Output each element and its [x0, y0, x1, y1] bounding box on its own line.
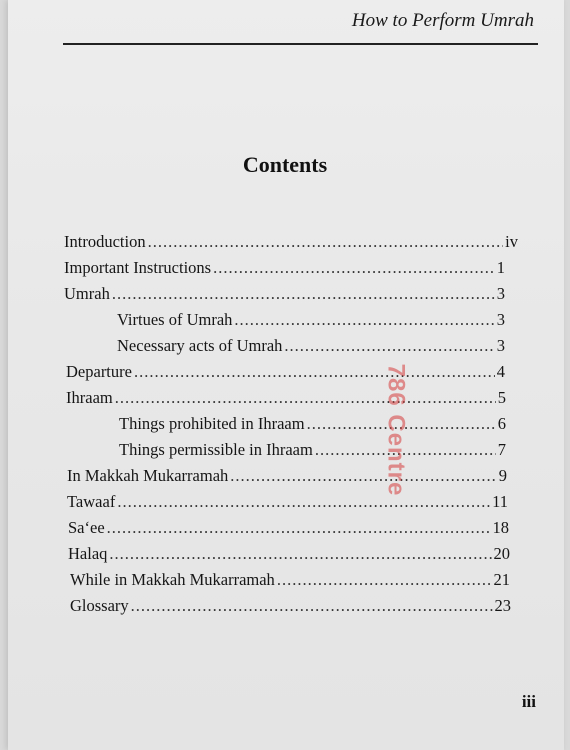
dot-leader: [109, 544, 491, 564]
toc-entry[interactable]: [67, 492, 508, 516]
toc-entry[interactable]: [64, 284, 505, 308]
dot-leader: [115, 388, 496, 408]
toc-entry-page: 20: [493, 544, 510, 563]
running-head: How to Perform Umrah: [351, 10, 534, 31]
dot-leader: [277, 570, 492, 590]
toc-entry-label: In Makkah Mukarramah: [67, 466, 229, 485]
toc-entry[interactable]: [68, 544, 510, 568]
toc-entry-label: Tawaaf: [67, 492, 116, 511]
dot-leader: [107, 518, 491, 538]
toc-entry-page: 4: [496, 362, 505, 381]
toc-entry[interactable]: [119, 440, 506, 464]
toc-entry[interactable]: [66, 388, 506, 412]
dot-leader: [131, 596, 493, 616]
toc-entry-page: 3: [496, 336, 505, 355]
toc-entry-page: 21: [493, 570, 510, 589]
toc-entry-label: Introduction: [64, 232, 146, 251]
toc-entry[interactable]: [64, 232, 518, 256]
dot-leader: [148, 232, 504, 252]
dot-leader: [112, 284, 495, 304]
toc-entry-page: 3: [496, 284, 505, 303]
toc-entry-page: 9: [498, 466, 507, 485]
toc-entry-page: 5: [497, 388, 506, 407]
toc-entry[interactable]: [117, 310, 505, 334]
toc-entry-page: 3: [496, 310, 505, 329]
dot-leader: [230, 466, 496, 486]
contents-title: Contents: [242, 152, 328, 177]
toc-entry-label: Necessary acts of Umrah: [117, 336, 283, 355]
toc-entry-page: 6: [497, 414, 506, 433]
toc-entry[interactable]: [70, 596, 511, 620]
toc-entry[interactable]: [66, 362, 505, 386]
dot-leader: [234, 310, 494, 330]
toc-entry[interactable]: [67, 466, 507, 490]
toc-entry-page: 7: [497, 440, 506, 459]
toc-entry-label: While in Makkah Mukarramah: [70, 570, 275, 589]
toc-entry[interactable]: [68, 518, 509, 542]
toc-entry-label: Important Instructions: [64, 258, 212, 277]
toc-entry-page: 11: [492, 492, 508, 511]
toc-entry-label: Things permissible in Ihraam: [119, 440, 313, 459]
toc-entry[interactable]: [70, 570, 510, 594]
watermark-text: 786 Centre: [382, 363, 410, 497]
toc-entry-label: Umrah: [64, 284, 110, 303]
dot-leader: [134, 362, 495, 382]
toc-entry-label: Halaq: [68, 544, 108, 563]
toc-entry-label: Sa‘ee: [68, 518, 105, 537]
toc-entry[interactable]: [117, 336, 505, 360]
dot-leader: [117, 492, 490, 512]
header-rule: [63, 43, 538, 45]
toc-entry[interactable]: [64, 258, 505, 282]
toc-entry-page: iv: [505, 232, 518, 251]
toc-entry-page: 23: [494, 596, 511, 615]
watermark: [365, 330, 425, 530]
toc-entry-page: 1: [496, 258, 505, 277]
toc-entry-label: Things prohibited in Ihraam: [119, 414, 305, 433]
toc-entry[interactable]: [119, 414, 506, 438]
toc-entry-label: Glossary: [70, 596, 129, 615]
toc-entry-page: 18: [492, 518, 509, 537]
page-number: iii: [521, 692, 536, 711]
toc-entry-label: Ihraam: [66, 388, 113, 407]
dot-leader: [213, 258, 495, 278]
toc-entry-label: Departure: [66, 362, 132, 381]
toc-entry-label: Virtues of Umrah: [117, 310, 233, 329]
